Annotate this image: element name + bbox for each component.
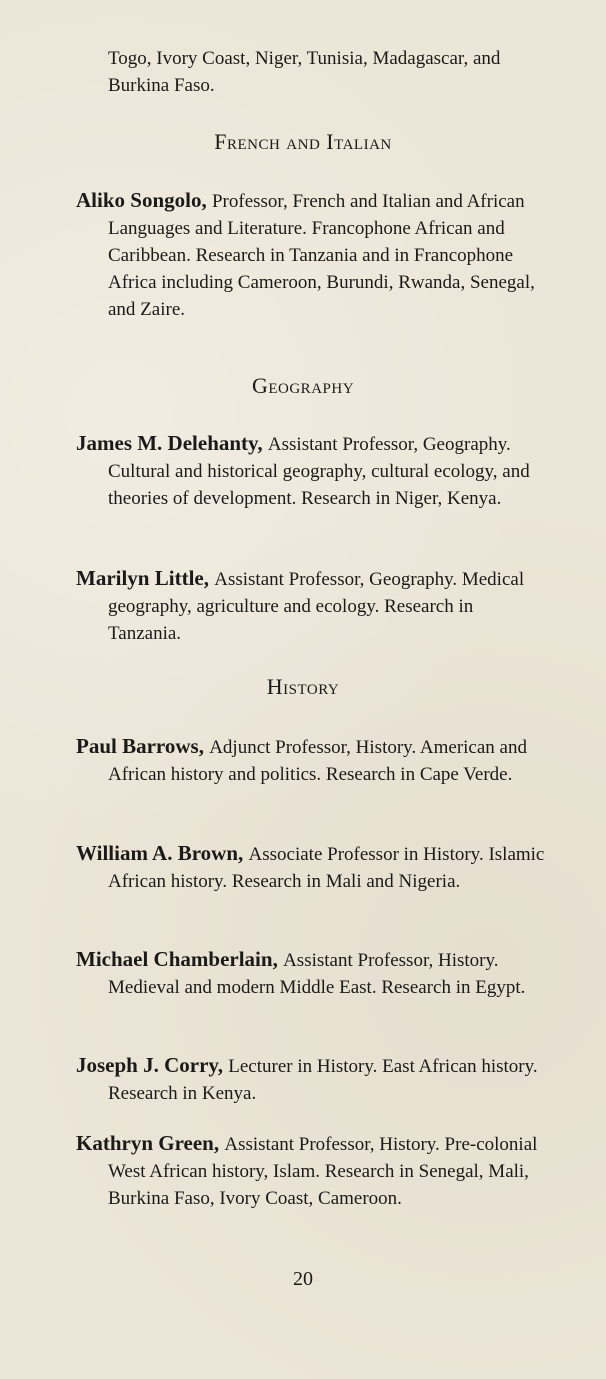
faculty-name: Kathryn Green,	[76, 1131, 225, 1155]
intro-paragraph: Togo, Ivory Coast, Niger, Tunisia, Madagascar, and Burkina Faso.	[108, 48, 501, 96]
faculty-name: Michael Chamberlain,	[76, 947, 284, 971]
faculty-name: William A. Brown,	[76, 841, 249, 865]
faculty-entry-corry	[76, 1052, 546, 1107]
page-number: 20	[293, 1268, 313, 1290]
faculty-entry-delehanty	[76, 430, 546, 512]
faculty-entry-green	[76, 1130, 546, 1212]
faculty-entry-little	[76, 565, 546, 647]
faculty-description: Assistant Professor, History. Medieval and modern Middle East. Research in Egypt.	[108, 950, 526, 998]
faculty-entry-chamberlain	[76, 946, 546, 1001]
faculty-entry-barrows	[76, 733, 546, 788]
faculty-description: Associate Professor in History. Islamic African history. Research in Mali and Nigeria.	[108, 844, 545, 892]
faculty-description: Assistant Professor, History. Pre-colonial West African history, Islam. Research in Senegal, Mali, Burkina Faso, Ivory Coast, Cameroon.	[108, 1134, 538, 1209]
faculty-entry-songolo	[76, 187, 546, 323]
section-heading-geography: Geography	[251, 373, 355, 398]
faculty-entry-brown	[76, 840, 546, 895]
section-heading-history: History	[266, 674, 340, 699]
faculty-description: Lecturer in History. East African history. Research in Kenya.	[108, 1056, 538, 1104]
faculty-name: Marilyn Little,	[76, 566, 215, 590]
section-heading-french-italian: French and Italian	[214, 129, 392, 154]
faculty-name: Paul Barrows,	[76, 734, 210, 758]
faculty-description: Assistant Professor, Geography. Medical geography, agriculture and ecology. Research in Tanzania.	[108, 569, 525, 644]
faculty-name: James M. Delehanty,	[76, 431, 268, 455]
faculty-description: Professor, French and Italian and African Languages and Literature. Francophone African and Caribbean. Research in Tanzania and in Francophone Africa including Cameroon, Burundi, Rwanda, Senegal, and Zaire.	[108, 191, 535, 320]
faculty-description: Assistant Professor, Geography. Cultural and historical geography, cultural ecology, and theories of development. Research in Niger, Kenya.	[108, 434, 530, 509]
faculty-description: Adjunct Professor, History. American and African history and politics. Research in Cape Verde.	[108, 737, 527, 785]
faculty-name: Aliko Songolo,	[76, 188, 212, 212]
faculty-name: Joseph J. Corry,	[76, 1053, 229, 1077]
